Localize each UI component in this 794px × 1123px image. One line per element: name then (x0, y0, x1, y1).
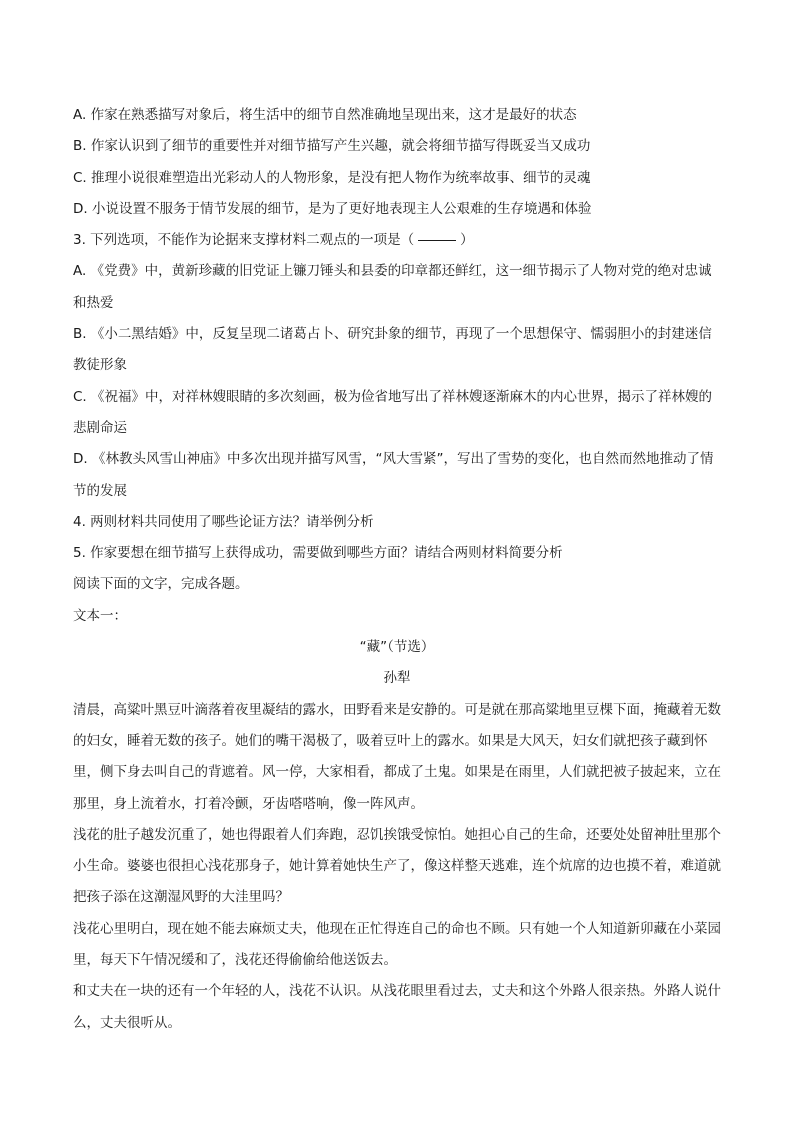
q2-option-c: C. 推理小说很难塑造出光彩动人的人物形象，是没有把人物作为统率故事、细节的灵魂 (73, 169, 591, 186)
document-page (73, 100, 721, 1039)
question-4: 4. 两则材料共同使用了哪些论证方法？请举例分析 (73, 513, 374, 530)
text1-label: 文本一： (73, 607, 127, 624)
answer-blank (418, 239, 456, 241)
q3-stem-close: ） (460, 232, 474, 249)
q2-option-d: D. 小说设置不服务于情节发展的细节，是为了更好地表现主人公艰难的生存境遇和体验 (73, 200, 592, 217)
q3-option-c: C. 《祝福》中，对祥林嫂眼睛的多次刻画，极为俭省地写出了祥林嫂逐渐麻木的内心世界，揭示了祥林嫂的悲剧命运 (73, 388, 713, 436)
q3-option-b: B. 《小二黑结婚》中，反复呈现二诸葛占卜、研究卦象的细节，再现了一个思想保守、懦弱胆小的封建迷信教徒形象 (73, 326, 712, 374)
story-title: “藏”（节选） (359, 639, 435, 656)
story-paragraph-3: 浅花心里明白，现在她不能去麻烦丈夫，他现在正忙得连自己的命也不顾。只有她一个人知道新卯藏在小菜园里，每天下午情况缓和了，浅花还得偷偷给他送饭去。 (73, 920, 721, 969)
q2-option-a: A. 作家在熟悉描写对象后，将生活中的细节自然准确地呈现出来，这才是最好的状态 (73, 107, 577, 123)
story-author: 孙犁 (383, 670, 411, 687)
q2-option-b: B. 作家认识到了细节的重要性并对细节描写产生兴趣，就会将细节描写得既妥当又成功 (73, 138, 591, 155)
story-paragraph-2: 浅花的肚子越发沉重了，她也得跟着人们奔跑，忍饥挨饿受惊怕。她担心自己的生命，还要处处留神肚里那个小生命。婆婆也很担心浅花那身子，她计算着她快生产了，像这样整天逃难，连个炕席的边也摸不着，难道就把孩子添在这潮湿风野的大洼里吗？ (73, 826, 721, 906)
question-5: 5. 作家要想在细节描写上获得成功，需要做到哪些方面？请结合两则材料简要分析 (73, 545, 563, 562)
q3-option-a: A. 《党费》中，黄新珍藏的旧党证上镰刀锤头和县委的印章都还鲜红，这一细节揭示了人物对党的绝对忠诚和热爱 (73, 263, 712, 311)
q3-stem (73, 225, 721, 256)
story-paragraph-4: 和丈夫在一块的还有一个年轻的人，浅花不认识。从浅花眼里看过去，丈夫和这个外路人很亲热。外路人说什么，丈夫很听从。 (73, 983, 721, 1031)
q3-stem-text: 3. 下列选项，不能作为论据来支撑材料二观点的一项是（ (73, 232, 415, 249)
reading-instruction: 阅读下面的文字，完成各题。 (73, 576, 249, 593)
q3-option-d: D. 《林教头风雪山神庙》中多次出现并描写风雪，“风大雪紧”，写出了雪势的变化，也自然而然地推动了情节的发展 (73, 451, 714, 499)
story-paragraph-1: 清晨，高粱叶黑豆叶滴落着夜里凝结的露水，田野看来是安静的。可是就在那高粱地里豆棵下面，掩藏着无数的妇女，睡着无数的孩子。她们的嘴干渴极了，吸着豆叶上的露水。如果是大风天，妇女们就把孩子藏到怀里，侧下身去叫自己的背遮着。风一停，大家相看，都成了土鬼。如果是在雨里，人们就把被子披起来，立在那里，身上流着水，打着冷颤，牙齿嗒嗒响，像一阵风声。 (73, 701, 721, 812)
